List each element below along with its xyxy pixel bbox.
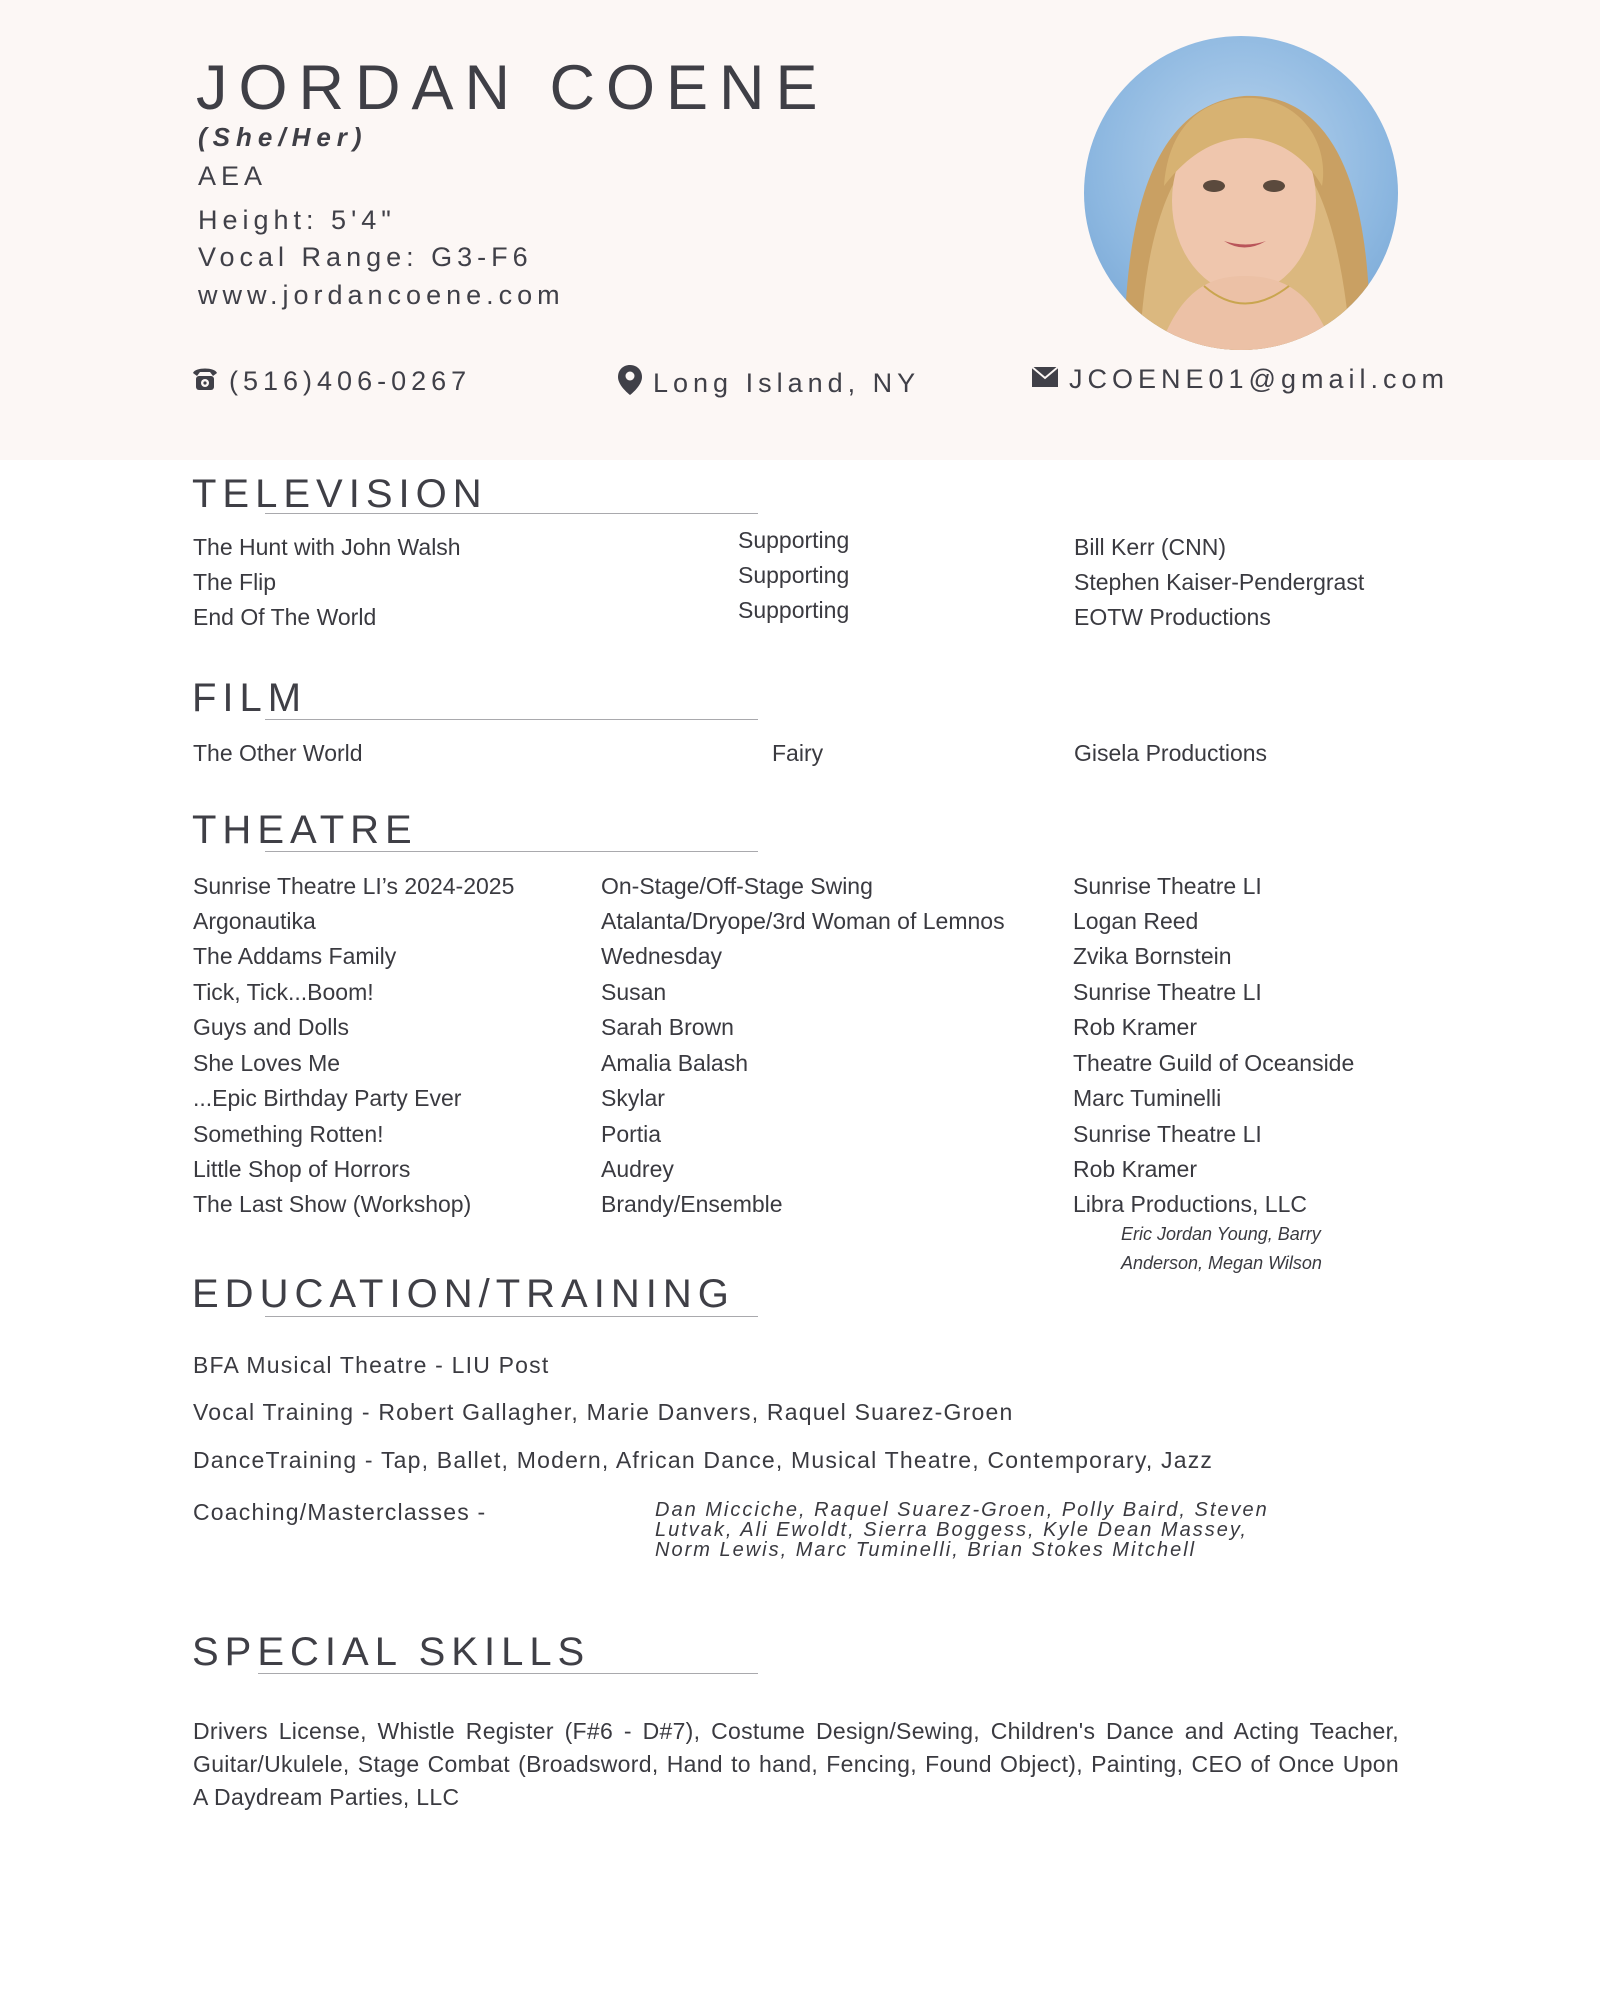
film-credit-role: Fairy <box>772 740 824 766</box>
theatre-credit-company: Libra Productions, LLC <box>1073 1191 1307 1217</box>
tv-credit-company: Bill Kerr (CNN) <box>1074 534 1227 560</box>
phone-icon <box>191 364 219 399</box>
theatre-credit-title: Guys and Dolls <box>193 1014 349 1040</box>
section-divider <box>258 1673 758 1674</box>
envelope-icon <box>1031 364 1059 395</box>
special-skills-text: Drivers License, Whistle Register (F#6 - D#7), Costume Design/Sewing, Children's Dance and Acting Teacher, Guitar/Ukulele, Stage Combat (Broadsword, Hand to hand, Fencing, Found Object), Painting, CEO of Once Upon A Daydream Parties, LLC <box>193 1718 1399 1810</box>
theatre-credit-title: Argonautika <box>193 908 316 934</box>
theatre-credit-title: Sunrise Theatre LI’s 2024-2025 <box>193 873 515 899</box>
theatre-credit-role: Skylar <box>601 1085 665 1111</box>
theatre-credit-company: Sunrise Theatre LI <box>1073 873 1262 899</box>
section-title-education: EDUCATION/TRAINING <box>192 1272 735 1316</box>
section-title-theatre: THEATRE <box>192 808 418 852</box>
actor-name: JORDAN COENE <box>196 53 829 123</box>
theatre-credit-title: Tick, Tick...Boom! <box>193 979 374 1005</box>
education-degree: BFA Musical Theatre - LIU Post <box>193 1352 550 1378</box>
union-affiliation: AEA <box>198 161 268 191</box>
theatre-credit-role: Portia <box>601 1121 662 1147</box>
dance-training: DanceTraining - Tap, Ballet, Modern, African Dance, Musical Theatre, Contemporary, Jazz <box>193 1447 1214 1473</box>
tv-credit-title: The Hunt with John Walsh <box>193 534 461 560</box>
theatre-credit-company: Sunrise Theatre LI <box>1073 1121 1262 1147</box>
theatre-credit-role: Amalia Balash <box>601 1050 749 1076</box>
vocal-range: Vocal Range: G3-F6 <box>198 242 533 272</box>
theatre-credit-company: Marc Tuminelli <box>1073 1085 1222 1111</box>
vocal-training: Vocal Training - Robert Gallagher, Marie Danvers, Raquel Suarez-Groen <box>193 1399 1014 1425</box>
tv-credit-role: Supporting <box>738 562 850 588</box>
theatre-credit-title: ...Epic Birthday Party Ever <box>193 1085 462 1111</box>
email-contact[interactable] <box>1031 364 1449 395</box>
theatre-credit-company: Sunrise Theatre LI <box>1073 979 1262 1005</box>
theatre-credit-company: Rob Kramer <box>1073 1014 1197 1040</box>
coaching-label: Coaching/Masterclasses - <box>193 1499 487 1525</box>
section-divider <box>265 1316 758 1317</box>
theatre-credit-company: Zvika Bornstein <box>1073 943 1232 969</box>
theatre-credit-role: Audrey <box>601 1156 674 1182</box>
theatre-credit-company: Logan Reed <box>1073 908 1199 934</box>
tv-credit-company: EOTW Productions <box>1074 604 1271 630</box>
tv-credit-title: The Flip <box>193 569 277 595</box>
height-info: Height: 5'4" <box>198 205 396 235</box>
theatre-credit-title: The Last Show (Workshop) <box>193 1191 472 1217</box>
film-credit-title: The Other World <box>193 740 363 766</box>
theatre-credit-company: Theatre Guild of Oceanside <box>1073 1050 1355 1076</box>
theatre-credit-role: Wednesday <box>601 943 723 969</box>
location-text: Long Island, NY <box>653 368 921 398</box>
headshot-photo <box>1084 36 1398 350</box>
theatre-credit-title: The Addams Family <box>193 943 397 969</box>
website-link[interactable]: www.jordancoene.com <box>198 280 565 310</box>
theatre-credit-role: Sarah Brown <box>601 1014 734 1040</box>
section-title-film: FILM <box>192 676 308 720</box>
section-divider <box>265 851 758 852</box>
theatre-credit-role: Atalanta/Dryope/3rd Woman of Lemnos <box>601 908 1005 934</box>
tv-credit-role: Supporting <box>738 527 850 553</box>
theatre-credit-title: Little Shop of Horrors <box>193 1156 411 1182</box>
theatre-credit-role: Brandy/Ensemble <box>601 1191 783 1217</box>
theatre-credit-title: Something Rotten! <box>193 1121 384 1147</box>
section-title-television: TELEVISION <box>192 472 488 516</box>
map-pin-icon <box>617 364 643 403</box>
theatre-credit-role: Susan <box>601 979 667 1005</box>
theatre-note: Anderson, Megan Wilson <box>1121 1253 1322 1273</box>
film-credit-company: Gisela Productions <box>1074 740 1268 766</box>
tv-credit-title: End Of The World <box>193 604 377 630</box>
section-divider <box>265 719 758 720</box>
phone-number: (516)406-0267 <box>229 366 472 396</box>
section-divider <box>265 513 758 514</box>
coaching-names: Dan Micciche, Raquel Suarez-Groen, Polly Baird, Steven Lutvak, Ali Ewoldt, Sierra Boggess, Kyle Dean Massey, Norm Lewis, Marc Tuminelli, Brian Stokes Mitchell <box>655 1499 1269 1561</box>
phone-contact[interactable] <box>191 364 471 399</box>
theatre-credit-title: She Loves Me <box>193 1050 341 1076</box>
theatre-credit-company: Rob Kramer <box>1073 1156 1197 1182</box>
pronouns: (She/Her) <box>198 122 368 152</box>
theatre-note: Eric Jordan Young, Barry <box>1121 1224 1321 1244</box>
email-address: JCOENE01@gmail.com <box>1069 364 1449 394</box>
tv-credit-role: Supporting <box>738 597 850 623</box>
section-title-special-skills: SPECIAL SKILLS <box>192 1630 591 1674</box>
tv-credit-company: Stephen Kaiser-Pendergrast <box>1074 569 1365 595</box>
theatre-credit-role: On-Stage/Off-Stage Swing <box>601 873 873 899</box>
location-contact <box>617 364 920 403</box>
